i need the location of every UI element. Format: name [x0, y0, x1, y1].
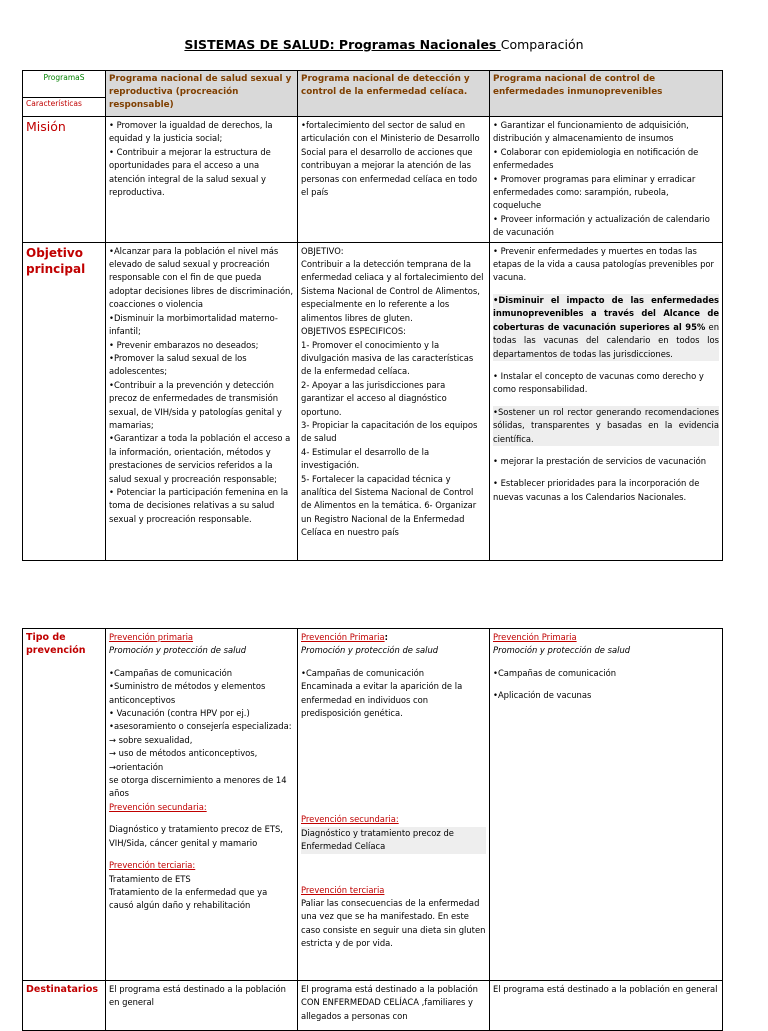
objetivo-col3-item: • Prevenir enfermedades y muertes en todas las etapas de la vida a causa patologías prevenibles por vacuna. [493, 245, 714, 283]
tipo-col1-secundaria-title: Prevención secundaria: [109, 801, 207, 812]
tipo-col2-primaria-text: Encaminada a evitar la aparición de la enfermedad en individuos con predisposición genética. [301, 681, 463, 719]
tipo-col1-item: • Vacunación (contra HPV por ej.) [109, 708, 250, 719]
mision-col3-item: • Colaborar con epidemiologia en notificación de enfermedades [493, 146, 699, 171]
objetivo-col1-item: • Prevenir embarazos no deseados; [109, 339, 259, 350]
destinatarios-col3: El programa está destinado a la población en general [490, 981, 723, 1031]
objetivo-col1-item: •Disminuir la morbimortalidad materno-infantil; [109, 312, 278, 337]
tipo-col1 [106, 629, 298, 981]
tipo-col1-secundaria-text: Diagnóstico y tratamiento precoz de ETS, VIH/Sida, cáncer genital y mamario [109, 824, 283, 848]
objetivo-col1-item: • Potenciar la participación femenina en la toma de decisiones relativas a su salud sexual y procreación responsable. [109, 486, 289, 524]
mision-col1-item: • Promover la igualdad de derechos, la equidad y la justicia social; [109, 120, 273, 144]
tipo-col3 [490, 629, 723, 981]
tipo-col2-secundaria-title: Prevención secundaria: [301, 814, 399, 825]
tipo-col1-terciaria-item: Tratamiento de ETS [109, 873, 191, 884]
objetivo-col2-item: 1- Promover el conocimiento y la divulgación masiva de las características de la enfermedad celíaca. [301, 339, 474, 377]
tipo-col3-primaria-sub: Promoción y protección de salud [493, 645, 631, 656]
objetivo-col3 [490, 242, 723, 560]
objetivo-col1 [106, 242, 298, 560]
objetivo-col3-item [493, 294, 719, 361]
objetivo-col1-item: •Promover la salud sexual de los adolescentes; [109, 352, 247, 377]
tipo-col1-item: →orientación [109, 761, 164, 772]
tipo-col3-item: •Campañas de comunicación [493, 667, 617, 678]
mision-col3-item: • Promover programas para eliminar y erradicar enfermedades como: sarampión, rubeola, coqueluche [493, 173, 696, 211]
tipo-col2-terciaria-text: Paliar las consecuencias de la enfermedad una vez que se ha manifestado. En este caso consiste en seguir una dieta sin gluten estricta y de por vida. [301, 898, 486, 949]
tipo-col2-item: •Campañas de comunicación [301, 667, 425, 678]
objetivo-col3-item: • Establecer prioridades para la incorporación de nuevas vacunas a los Calendarios Nacionales. [493, 478, 700, 502]
tipo-col2-terciaria-title: Prevención terciaria [301, 884, 385, 895]
row-label-objetivo: Objetivo principal [26, 245, 86, 276]
objetivo-col3-item: • Instalar el concepto de vacunas como derecho y como responsabilidad. [493, 370, 704, 395]
destinatarios-col2: El programa está destinado a la población CON ENFERMEDAD CELÍACA ,familiares y allegados a personas con [298, 981, 490, 1031]
destinatarios-col1: El programa está destinado a la población en general [106, 981, 298, 1031]
corner-programas: ProgramaS [23, 71, 105, 98]
objetivo-col2-item: 3- Propiciar la capacitación de los equipos de salud [301, 419, 478, 444]
tipo-col1-item: se otorga discernimiento a menores de 14 años [109, 775, 287, 799]
tipo-col1-item: •asesoramiento o consejería especializada: [109, 721, 292, 732]
title-main: SISTEMAS DE SALUD: Programas Nacionales [184, 37, 501, 52]
tipo-col2-colon: : [384, 632, 388, 642]
tipo-col1-item: → sobre sexualidad, [109, 734, 193, 745]
row-objetivo [23, 242, 723, 560]
mision-col3 [490, 117, 723, 243]
mision-col2-text: •fortalecimiento del sector de salud en articulación con el Ministerio de Desarrollo Social para el desarrollo de acciones que contribuyan a mejorar la atención de las personas con enfermedad celíaca en todo el país [301, 120, 480, 198]
objetivo-col2-item: OBJETIVO: [301, 245, 344, 256]
row-destinatarios [23, 981, 723, 1031]
comparison-table-2 [22, 628, 723, 1031]
tipo-col1-item: → uso de métodos anticonceptivos, [109, 748, 258, 759]
tipo-col1-primaria-title: Prevención primaria [109, 632, 194, 642]
tipo-col2-secundaria-text: Diagnóstico y tratamiento precoz de Enfermedad Celíaca [301, 827, 486, 854]
tipo-col2-primaria-sub: Promoción y protección de salud [301, 645, 439, 656]
mision-col3-item: • Proveer información y actualización de calendario de vacunación [493, 213, 710, 238]
objetivo-col3-bold: •Disminuir el impacto de las enfermedades inmunoprevenibles a través del Alcance de coberturas de vacunación superiores al 95% [493, 294, 719, 332]
page-title [0, 37, 768, 52]
objetivo-col2 [298, 242, 490, 560]
title-suffix: Comparación [500, 37, 584, 52]
mision-col1-item: • Contribuir a mejorar la estructura de oportunidades para el acceso a una atención integral de la salud sexual y reproductiva. [109, 146, 271, 198]
objetivo-col2-item: 5- Fortalecer la capacidad técnica y analítica del Sistema Nacional de Control de Alimentos en la temática. 6- Organizar un Registro Nacional de la Enfermedad Celíaca en nuestro país [301, 473, 477, 538]
row-label-tipo: Tipo de prevención [26, 632, 86, 656]
row-label-mision: Misión [26, 119, 66, 134]
header-row [23, 71, 723, 117]
tipo-col3-item: •Aplicación de vacunas [493, 690, 592, 701]
tipo-col1-primaria-sub: Promoción y protección de salud [109, 645, 247, 656]
objetivo-col2-item: OBJETIVOS ESPECIFICOS: [301, 326, 406, 337]
objetivo-col1-item: •Contribuir a la prevención y detección precoz de enfermedades de transmisión sexual, de VIH/sida y patologías genital y mamarias; [109, 379, 282, 430]
header-salud-sexual: Programa nacional de salud sexual y reproductiva (procreación responsable) [106, 71, 298, 117]
row-mision [23, 117, 723, 243]
tipo-col1-terciaria-title: Prevención terciaria: [109, 860, 196, 871]
objetivo-col2-item: 4- Estimular el desarrollo de la investigación. [301, 446, 430, 471]
tipo-col1-terciaria-item: Tratamiento de la enfermedad que ya causó algún daño y rehabilitación [109, 886, 268, 911]
tipo-col1-item: •Campañas de comunicación [109, 667, 233, 678]
tipo-col2-primaria-title: Prevención Primaria [301, 632, 385, 642]
tipo-col2 [298, 629, 490, 981]
mision-col2 [298, 117, 490, 243]
tipo-col1-item: •Suministro de métodos y elementos anticonceptivos [109, 681, 266, 705]
objetivo-col2-item: Contribuir a la detección temprana de la enfermedad celiaca y al fortalecimiento del Sistema Nacional de Control de Alimentos, especialmente en lo referente a los alimentos libres de gluten. [301, 259, 484, 323]
objetivo-col3-item: •Sostener un rol rector generando recomendaciones sólidas, transparentes y basadas en la evidencia científica. [493, 406, 719, 446]
header-inmunoprevenibles: Programa nacional de control de enfermedades inmunoprevenibles [490, 71, 723, 117]
comparison-table-1 [22, 70, 723, 561]
objetivo-col3-rest: en todas las vacunas del calendario en todos los departamentos de todas las jurisdicciones. [493, 321, 720, 359]
objetivo-col3-item: • mejorar la prestación de servicios de vacunación [493, 455, 707, 466]
row-tipo-prevencion [23, 629, 723, 981]
objetivo-col1-item: •Alcanzar para la población el nivel más elevado de salud sexual y procreación responsable con el fin de que pueda adoptar decisiones libres de discriminación, coacciones o violencia [109, 245, 293, 310]
tipo-col3-primaria-title: Prevención Primaria [493, 632, 577, 642]
corner-cell [23, 71, 106, 117]
mision-col3-item: • Garantizar el funcionamiento de adquisición, distribución y almacenamiento de insumos [493, 120, 689, 144]
objetivo-col1-item: •Garantizar a toda la población el acceso a la información, orientación, métodos y prestaciones de servicios referidos a la salud sexual y procreación responsable; [109, 433, 291, 484]
corner-caracteristicas: Características [26, 99, 82, 108]
objetivo-col2-item: 2- Apoyar a las jurisdicciones para garantizar el acceso al diagnóstico oportuno. [301, 379, 447, 417]
row-label-destinatarios: Destinatarios [26, 984, 99, 995]
mision-col1 [106, 117, 298, 243]
header-celiaca: Programa nacional de detección y control de la enfermedad celíaca. [298, 71, 490, 117]
